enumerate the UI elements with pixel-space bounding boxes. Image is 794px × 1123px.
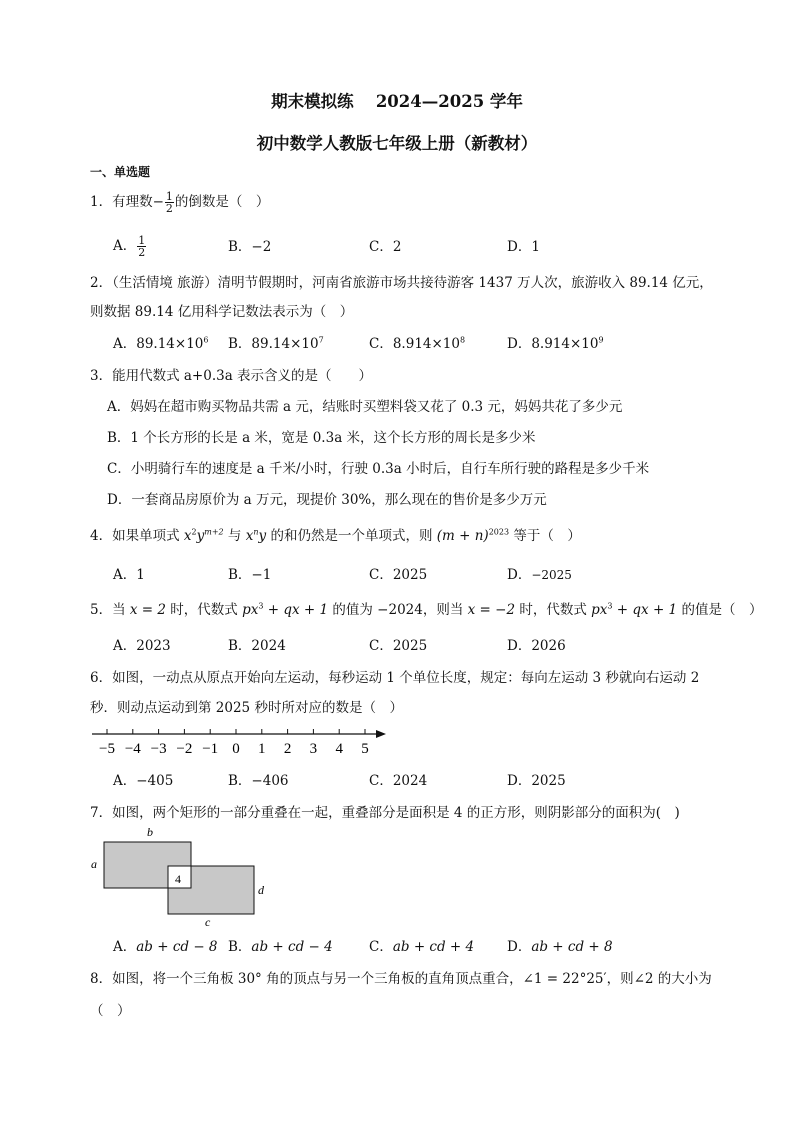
option-c[interactable] [369, 769, 427, 789]
option-label: B． [228, 567, 252, 583]
option-d[interactable] [507, 563, 572, 583]
question-8-line1: 8．如图，将一个三角板 30° 角的顶点与另一个三角板的直角顶点重合，∠1 = 22°25′，则∠2 的大小为 [90, 971, 712, 987]
question-2-line1: 2．（生活情境 旅游）清明节假期时，河南省旅游市场共接待游客 1437 万人次，旅游收入 89.14 亿元， [90, 275, 713, 291]
math-expr: + qx + 1 [263, 602, 329, 618]
option-label: B． [228, 336, 252, 352]
tick-label: −4 [124, 741, 141, 757]
tick-label: −1 [202, 741, 219, 757]
question-text: 时，代数式 [515, 602, 592, 618]
option-label: A． [113, 773, 137, 789]
tick-label: 2 [283, 741, 292, 757]
rectangles-figure [88, 822, 278, 930]
tick-label: −2 [176, 741, 193, 757]
exponent: n [253, 527, 259, 537]
denominator: 2 [138, 246, 146, 259]
question-text: 与 [223, 528, 246, 544]
question-5 [90, 598, 762, 618]
option-text: 1 [531, 239, 540, 255]
question-text: 等于（ ） [509, 528, 581, 544]
question-text: 的值为 −2024，则当 [328, 602, 468, 618]
page-subtitle: 初中数学人教版七年级上册（新教材） [256, 134, 538, 153]
exponent: m+2 [204, 527, 224, 537]
option-text: 2024 [251, 638, 286, 654]
tick-label: 4 [335, 741, 343, 757]
math-var: x [245, 528, 254, 544]
option-text: ab + cd − 8 [136, 939, 218, 955]
question-number: 1． [90, 194, 113, 210]
fraction [137, 235, 146, 258]
option-label: A． [113, 336, 137, 352]
option-label: A． [113, 939, 137, 955]
option-label: B． [228, 773, 252, 789]
option-a[interactable] [113, 769, 173, 789]
tick-label: 5 [361, 741, 369, 757]
option-text: 2026 [531, 638, 566, 654]
option-d[interactable] [507, 332, 604, 352]
question-text: 的值是（ ） [677, 602, 763, 618]
question-text: 的倒数是（ ） [174, 194, 270, 210]
option-text: 2025 [392, 638, 428, 654]
option-c[interactable] [369, 634, 427, 654]
option-text: 1 [136, 567, 145, 583]
minus-sign: − [152, 194, 164, 210]
option-text: 2 [392, 239, 402, 255]
math-expr: x = −2 [467, 602, 516, 618]
question-text: 时，代数式 [166, 602, 243, 618]
question-text: 5．当 [90, 602, 130, 618]
option-d[interactable] [507, 935, 613, 955]
option-b[interactable] [228, 634, 286, 654]
option-a[interactable] [113, 332, 208, 352]
option-c[interactable] [369, 332, 465, 352]
option-label: B． [228, 239, 252, 255]
option-a[interactable] [113, 563, 145, 583]
option-b[interactable] [228, 935, 333, 955]
label-a: a [91, 857, 97, 871]
option-label: A． [113, 638, 137, 654]
option-label: A． [113, 567, 137, 583]
question-text: 的和仍然是一个单项式，则 [266, 528, 437, 544]
question-4 [90, 524, 581, 544]
section-heading: 一、单选题 [90, 165, 151, 179]
option-c[interactable] [369, 235, 401, 255]
question-3-stem: 3．能用代数式 a+0.3a 表示含义的是（ ） [90, 368, 373, 384]
option-b[interactable] [228, 235, 271, 255]
question-2-line2: 则数据 89.14 亿用科学记数法表示为（ ） [90, 304, 354, 320]
option-text: −406 [251, 773, 289, 789]
option-label: A． [113, 238, 137, 254]
option-label: D． [507, 239, 532, 255]
option-a[interactable]: A．妈妈在超市购买物品共需 a 元，结账时买塑料袋又花了 0.3 元，妈妈共花了多少元 [107, 399, 623, 415]
tick-label: 1 [258, 741, 266, 757]
option-label: D． [507, 638, 532, 654]
option-c[interactable] [369, 563, 427, 583]
option-text: −2 [251, 239, 272, 255]
fraction [165, 191, 174, 214]
tick-label: 0 [232, 741, 240, 757]
option-label: D． [507, 336, 532, 352]
option-label: D． [507, 773, 532, 789]
tick-label: −5 [99, 741, 115, 757]
option-text: 2024 [392, 773, 428, 789]
exponent: 2 [191, 527, 197, 537]
option-text: 2025 [392, 567, 428, 583]
exponent: 3 [258, 601, 264, 611]
option-d[interactable] [507, 235, 540, 255]
option-label: C． [369, 638, 393, 654]
math-expr: (m + n) [436, 528, 489, 544]
math-expr: x = 2 [129, 602, 166, 618]
option-text: ab + cd − 4 [251, 939, 333, 955]
option-text: 8.914×10 [392, 336, 460, 352]
option-d[interactable] [507, 769, 566, 789]
option-text: −2025 [531, 568, 572, 582]
option-b[interactable]: B．1 个长方形的长是 a 米，宽是 0.3a 米，这个长方形的周长是多少米 [107, 430, 536, 446]
option-d[interactable]: D．一套商品房原价为 a 万元，现提价 30%，那么现在的售价是多少万元 [107, 492, 547, 508]
option-text: 89.14×10 [136, 336, 204, 352]
option-label: C． [369, 939, 393, 955]
option-label: B． [228, 939, 252, 955]
math-var: y [196, 528, 205, 544]
number-line-figure [90, 724, 390, 758]
label-4: 4 [175, 872, 181, 886]
denominator: 2 [165, 202, 173, 215]
option-b[interactable] [228, 563, 271, 583]
label-d: d [258, 883, 264, 897]
math-var: y [258, 528, 267, 544]
option-text: 89.14×10 [251, 336, 319, 352]
option-label: C． [369, 567, 393, 583]
option-text: −405 [136, 773, 174, 789]
numerator: 1 [138, 234, 146, 247]
option-text: ab + cd + 4 [392, 939, 475, 955]
page-title: 期末模拟练 2024—2025 学年 [271, 92, 523, 111]
option-text: ab + cd + 8 [531, 939, 613, 955]
question-7-stem: 7．如图，两个矩形的一部分重叠在一起，重叠部分是面积是 4 的正方形，则阴影部分的面积为( ) [90, 805, 680, 821]
math-expr: px [242, 602, 259, 618]
question-8-line2: （ ） [90, 1003, 131, 1019]
question-text: 4．如果单项式 [90, 528, 184, 544]
tick-label: 3 [309, 741, 318, 757]
option-a[interactable] [113, 935, 218, 955]
exponent: 2023 [488, 527, 510, 537]
exponent: 6 [203, 335, 209, 345]
option-c[interactable] [369, 935, 474, 955]
exponent: 3 [607, 601, 613, 611]
option-b[interactable] [228, 332, 324, 352]
exponent: 9 [598, 335, 604, 345]
question-1 [90, 190, 269, 214]
option-a[interactable] [113, 634, 171, 654]
option-c[interactable]: C．小明骑行车的速度是 a 千米/小时，行驶 0.3a 小时后，自行车所行驶的路程是多少千米 [107, 461, 650, 477]
numerator: 1 [165, 190, 173, 203]
question-text: 有理数 [112, 194, 153, 210]
option-d[interactable] [507, 634, 566, 654]
option-label: B． [228, 638, 252, 654]
math-expr: + qx + 1 [612, 602, 678, 618]
option-text: 8.914×10 [531, 336, 599, 352]
arrow-head-icon [376, 730, 386, 738]
option-label: D． [507, 939, 532, 955]
option-b[interactable] [228, 769, 289, 789]
option-label: C． [369, 773, 393, 789]
label-b: b [147, 825, 153, 839]
question-6-line1: 6．如图，一动点从原点开始向左运动，每秒运动 1 个单位长度，规定：每向左运动 3 秒就向右运动 2 [90, 670, 700, 686]
option-text: 2023 [136, 638, 171, 654]
tick-label: −3 [150, 741, 167, 757]
exponent: 7 [318, 335, 324, 345]
math-var: x [183, 528, 192, 544]
option-text: −1 [251, 567, 272, 583]
option-a[interactable] [113, 234, 147, 258]
option-label: C． [369, 239, 393, 255]
option-label: C． [369, 336, 393, 352]
option-text: 2025 [531, 773, 566, 789]
math-expr: px [591, 602, 608, 618]
option-label: D． [507, 567, 532, 583]
exponent: 8 [459, 335, 466, 345]
question-6-line2: 秒．则动点运动到第 2025 秒时所对应的数是（ ） [90, 700, 403, 716]
label-c: c [205, 915, 211, 929]
